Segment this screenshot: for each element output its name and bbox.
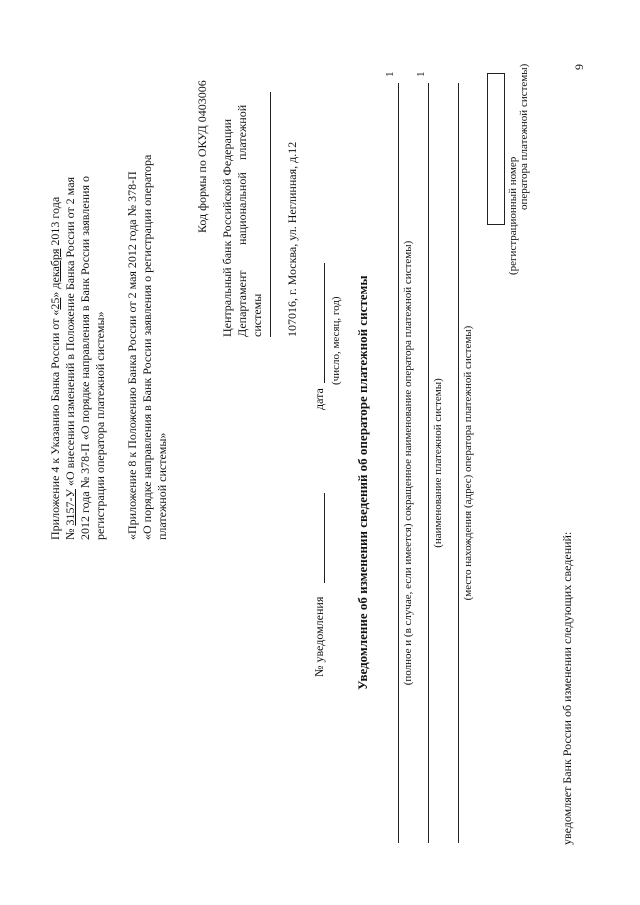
annex-text: № (63, 525, 77, 540)
annex-number: 3157-У (63, 489, 77, 526)
addressee-dept: Департамент (235, 270, 249, 337)
page-number: 9 (572, 64, 586, 70)
addressee-line-3: системы (250, 293, 264, 337)
location-caption: (место нахождения (адрес) оператора платежной системы) (462, 325, 474, 601)
annex-year: 2013 года (48, 196, 62, 249)
address-line (270, 92, 271, 337)
footnote-mark-1: 1 (384, 71, 396, 77)
registration-number-box[interactable] (487, 73, 505, 225)
date-caption: (число, месяц, год) (330, 296, 342, 385)
notify-text: уведомляет Банк России об изменении следующих сведений: (560, 531, 574, 845)
addressee-national: национальной (235, 172, 249, 245)
notice-number-label: № уведомления (312, 596, 326, 677)
addressee-line-1: Центральный банк Российской Федерации (220, 118, 234, 337)
date-field[interactable] (324, 263, 325, 383)
annex-month: декабря (48, 248, 62, 289)
system-name-field[interactable] (428, 83, 429, 843)
system-name-caption: (наименование платежной системы) (432, 378, 444, 548)
date-label: дата (312, 388, 326, 410)
footnote-mark-2: 1 (415, 71, 427, 77)
operator-name-field[interactable] (398, 83, 399, 843)
addressee-address: 107016, г. Москва, ул. Неглинная, д.12 (285, 141, 299, 337)
annex-line-2 (63, 177, 77, 540)
annex-text: » (48, 288, 62, 298)
appendix-line-3: платежной системы» (155, 432, 169, 540)
annex-text: «О внесении изменений в Положение Банка России от 2 мая (63, 176, 77, 490)
annex-line-4: регистрации оператора платежной системы» (93, 311, 107, 540)
okud-code: Код формы по ОКУД 0403006 (195, 80, 209, 233)
registration-caption-1: (регистрационный номер (507, 156, 519, 275)
annex-line-3: 2012 года № 378-П «О порядке направления в Банк России заявления о (78, 176, 92, 540)
appendix-line-1: «Приложение 8 к Положению Банка России от 2 мая 2012 года № 378-П (125, 171, 139, 540)
registration-caption-2: оператора платежной системы) (518, 63, 530, 210)
operator-name-caption: (полное и (в случае, если имеется) сокращенное наименование оператора платежной системы) (402, 240, 414, 686)
notice-number-field[interactable] (324, 493, 325, 583)
annex-text: Приложение 4 к Указанию Банка России от « (48, 309, 62, 540)
annex-line-1 (48, 197, 62, 540)
addressee-payment: платежной (235, 104, 249, 160)
annex-day: 25 (48, 297, 62, 310)
document-title: Уведомление об изменении сведений об операторе платежной системы (355, 275, 370, 690)
location-field[interactable] (458, 83, 459, 843)
appendix-line-2: «О порядке направления в Банк России заявления о регистрации оператора (140, 154, 154, 540)
